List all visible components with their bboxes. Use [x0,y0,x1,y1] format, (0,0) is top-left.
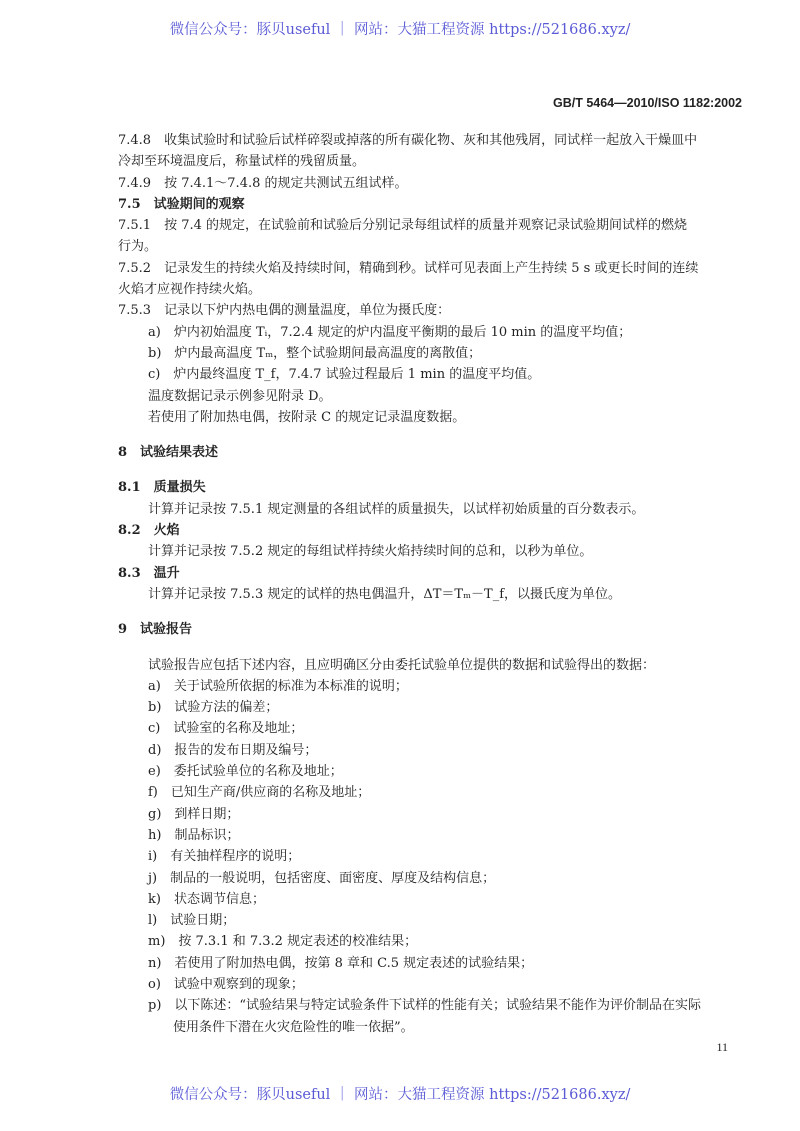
page-body [118,130,742,1038]
clause-7-4-8-cont: 冷却至环境温度后，称量试样的残留质量。 [118,154,366,170]
clause-7-5-2-cont: 火焰才应视作持续火焰。 [118,282,262,298]
list-item: b) 试验方法的偏差； [148,700,279,716]
list-item: g) 到样日期； [148,806,240,822]
heading-8-1: 8.1 质量损失 [118,480,206,496]
standard-number: GB/T 5464—2010/ISO 1182:2002 [552,96,742,110]
list-item: e) 委托试验单位的名称及地址； [148,764,343,780]
list-item-cont: 使用条件下潜在火灾危险性的唯一依据”。 [173,1019,414,1035]
list-item: l) 试验日期； [148,913,236,929]
clause-9: 试验报告应包括下述内容，且应明确区分由委托试验单位提供的数据和试验得出的数据： [148,657,656,673]
page-number: 11 [716,1040,728,1054]
clause-7-5-1: 7.5.1 按 7.4 的规定，在试验前和试验后分别记录每组试样的质量并观察记录试验期间试样的燃烧 [118,218,688,234]
list-item: k) 状态调节信息； [148,891,265,907]
list-item: d) 报告的发布日期及编号； [148,742,318,758]
note-annex-c: 若使用了附加热电偶，按附录 C 的规定记录温度数据。 [148,409,466,425]
list-item: f) 已知生产商/供应商的名称及地址； [148,785,371,801]
heading-7-5: 7.5 试验期间的观察 [118,196,245,212]
heading-8: 8 试验结果表述 [118,445,219,461]
clause-7-5-2: 7.5.2 记录发生的持续火焰及持续时间，精确到秒。试样可见表面上产生持续 5 s 或更长时间的连续 [118,260,699,276]
clause-7-4-9: 7.4.9 按 7.4.1～7.4.8 的规定共测试五组试样。 [118,175,408,191]
clause-7-5-3: 7.5.3 记录以下炉内热电偶的测量温度，单位为摄氏度： [118,303,451,319]
list-item: j) 制品的一般说明，包括密度、面密度、厚度及结构信息； [148,870,496,886]
list-item: a) 炉内初始温度 Tᵢ，7.2.4 规定的炉内温度平衡期的最后 10 min 的温度平均值； [148,324,632,340]
list-item: a) 关于试验所依据的标准为本标准的说明； [148,678,408,694]
list-item: o) 试验中观察到的现象； [148,976,304,992]
heading-8-2: 8.2 火焰 [118,523,180,539]
list-item: m) 按 7.3.1 和 7.3.2 规定表述的校准结果； [148,934,418,950]
note-annex-d: 温度数据记录示例参见附录 D。 [148,388,332,404]
list-item: c) 炉内最终温度 T_f，7.4.7 试验过程最后 1 min 的温度平均值。 [148,367,541,383]
clause-8-1: 计算并记录按 7.5.1 规定测量的各组试样的质量损失，以试样初始质量的百分数表示。 [148,501,645,517]
watermark-bottom: 微信公众号：豚贝useful ｜ 网站：大猫工程资源 https://521686.xyz/ [169,1087,631,1103]
clause-8-2: 计算并记录按 7.5.2 规定的每组试样持续火焰持续时间的总和，以秒为单位。 [148,544,593,560]
clause-8-3: 计算并记录按 7.5.3 规定的试样的热电偶温升，ΔT＝Tₘ－T_f，以摄氏度为单位。 [148,586,622,602]
heading-9: 9 试验报告 [118,622,193,638]
list-item: b) 炉内最高温度 Tₘ，整个试验期间最高温度的离散值； [148,345,482,361]
heading-8-3: 8.3 温升 [118,565,180,581]
list-item: i) 有关抽样程序的说明； [148,849,301,865]
clause-7-5-1-cont: 行为。 [118,239,158,255]
clause-7-4-8: 7.4.8 收集试验时和试验后试样碎裂或掉落的所有碳化物、灰和其他残屑，同试样一起放入干燥皿中 [118,133,698,148]
list-item: c) 试验室的名称及地址； [148,721,304,737]
watermark-top: 微信公众号：豚贝useful ｜ 网站：大猫工程资源 https://521686.xyz/ [169,22,631,38]
list-item: n) 若使用了附加热电偶，按第 8 章和 C.5 规定表述的试验结果； [148,955,534,971]
list-item: p) 以下陈述：“试验结果与特定试验条件下试样的性能有关；试验结果不能作为评价制品在实际 [148,998,702,1014]
list-item: h) 制品标识； [148,827,240,843]
